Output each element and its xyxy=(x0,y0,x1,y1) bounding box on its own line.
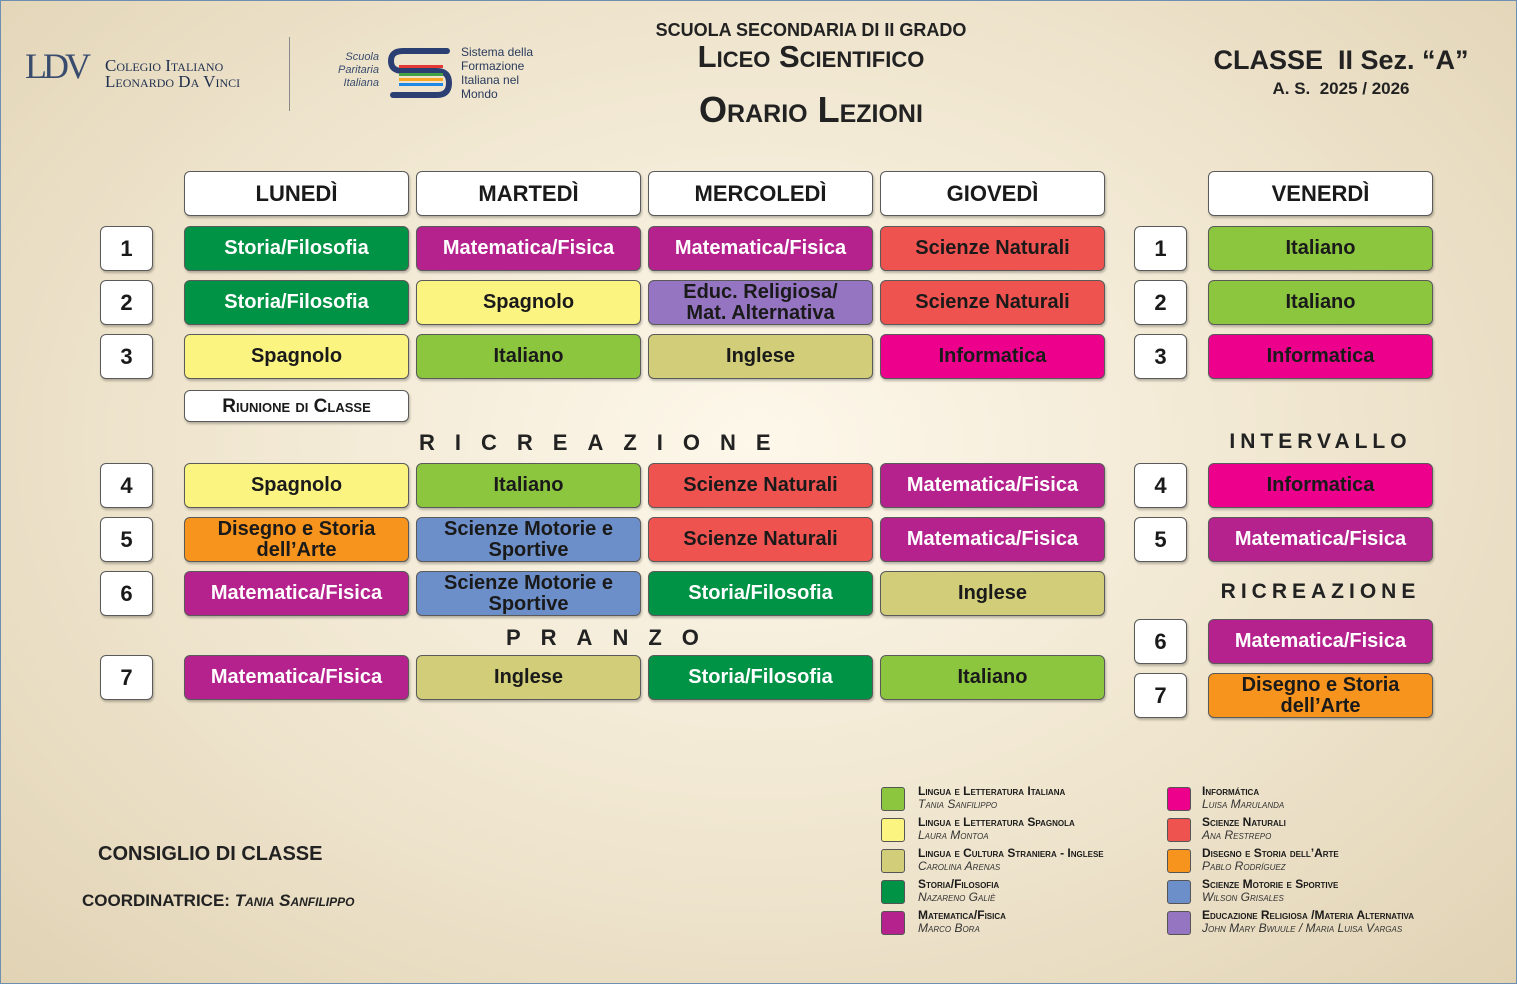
lesson-fri-3: Informatica xyxy=(1208,334,1433,379)
period-number: 6 xyxy=(100,571,153,616)
legend-swatch xyxy=(881,911,905,935)
legend-swatch xyxy=(1167,911,1191,935)
colegio-line-2: Leonardo Da Vinci xyxy=(105,72,241,91)
legend-swatch xyxy=(881,849,905,873)
legend-subject: Lingua e Cultura Straniera - Inglese xyxy=(918,846,1104,860)
lesson-tue-2: Spagnolo xyxy=(416,280,641,325)
break-intervallo: INTERVALLO xyxy=(1229,430,1412,453)
legend-subject: Informática xyxy=(1202,784,1260,798)
legend-swatch xyxy=(1167,849,1191,873)
day-header-mon: LUNEDÌ xyxy=(184,171,409,216)
legend-swatch xyxy=(1167,787,1191,811)
legend-swatch xyxy=(881,880,905,904)
lesson-mon-5: Disegno e Storia dell’Arte xyxy=(184,517,409,562)
legend-item xyxy=(918,909,1006,935)
legend-teacher: Tania Sanfilippo xyxy=(918,797,998,811)
legend-subject: Lingua e Letteratura Spagnola xyxy=(918,815,1075,829)
coordinatrice xyxy=(82,891,354,911)
lesson-tue-1: Matematica/Fisica xyxy=(416,226,641,271)
legend-item xyxy=(1202,847,1339,873)
lesson-fri-1: Italiano xyxy=(1208,226,1433,271)
legend-swatch xyxy=(881,787,905,811)
lesson-tue-3: Italiano xyxy=(416,334,641,379)
lesson-fri-5: Matematica/Fisica xyxy=(1208,517,1433,562)
legend-teacher: Marco Bora xyxy=(918,921,980,935)
period-number: 5 xyxy=(100,517,153,562)
school-year: A. S. 2025 / 2026 xyxy=(1272,79,1410,98)
class-label: CLASSE II Sez. “A” xyxy=(1213,45,1469,75)
legend-swatch xyxy=(1167,880,1191,904)
colegio-name xyxy=(105,58,240,90)
lesson-thu-6: Inglese xyxy=(880,571,1105,616)
legend-subject: Educazione Religiosa /Materia Alternativa xyxy=(1202,908,1415,922)
lesson-thu-2: Scienze Naturali xyxy=(880,280,1105,325)
lesson-thu-3: Informatica xyxy=(880,334,1105,379)
break-pranzo: PRANZO xyxy=(506,625,719,650)
sistema-label xyxy=(461,45,533,101)
period-number: 5 xyxy=(1134,517,1187,562)
schedule-title: Orario Lezioni xyxy=(699,89,923,130)
period-number: 2 xyxy=(100,280,153,325)
coordinatrice-label: COORDINATRICE: xyxy=(82,891,230,910)
sistema-line-4: Mondo xyxy=(461,87,498,101)
legend-teacher: Nazareno Galiè xyxy=(918,890,996,904)
legend-subject: Disegno e Storia dell’Arte xyxy=(1202,846,1339,860)
day-header-tue: MARTEDÌ xyxy=(416,171,641,216)
lesson-mon-2: Storia/Filosofia xyxy=(184,280,409,325)
lesson-fri-4: Informatica xyxy=(1208,463,1433,508)
period-number: 3 xyxy=(100,334,153,379)
lesson-thu-1: Scienze Naturali xyxy=(880,226,1105,271)
legend-teacher: John Mary Bwuule / Maria Luisa Vargas xyxy=(1202,921,1403,935)
legend-subject: Lingua e Letteratura Italiana xyxy=(918,784,1066,798)
period-number: 7 xyxy=(1134,673,1187,718)
break-ricreazione: RICREAZIONE xyxy=(419,430,791,455)
day-header-fri: VENERDÌ xyxy=(1208,171,1433,216)
lesson-mon-7: Matematica/Fisica xyxy=(184,655,409,700)
legend-item xyxy=(918,847,1104,873)
lesson-wed-2: Educ. Religiosa/ Mat. Alternativa xyxy=(648,280,873,325)
lesson-wed-3: Inglese xyxy=(648,334,873,379)
paritaria-line-1: Scuola xyxy=(345,51,379,63)
lesson-tue-6: Scienze Motorie e Sportive xyxy=(416,571,641,616)
legend-item xyxy=(1202,785,1284,811)
period-number: 3 xyxy=(1134,334,1187,379)
school-name: Liceo Scientifico xyxy=(697,39,925,74)
legend-teacher: Ana Restrepo xyxy=(1202,828,1272,842)
lesson-tue-7: Inglese xyxy=(416,655,641,700)
legend-swatch xyxy=(1167,818,1191,842)
legend-teacher: Wilson Grisales xyxy=(1202,890,1284,904)
lesson-mon-3: Spagnolo xyxy=(184,334,409,379)
lesson-wed-1: Matematica/Fisica xyxy=(648,226,873,271)
legend-item xyxy=(918,785,1065,811)
lesson-fri-2: Italiano xyxy=(1208,280,1433,325)
sistema-line-2: Formazione xyxy=(461,59,525,73)
period-number: 4 xyxy=(1134,463,1187,508)
day-header-wed: MERCOLEDÌ xyxy=(648,171,873,216)
period-number: 1 xyxy=(100,226,153,271)
lesson-fri-7: Disegno e Storia dell’Arte xyxy=(1208,673,1433,718)
legend-item xyxy=(918,878,999,904)
coordinatrice-name: Tania Sanfilippo xyxy=(234,891,355,910)
legend-teacher: Carolina Arenas xyxy=(918,859,1001,873)
lesson-wed-6: Storia/Filosofia xyxy=(648,571,873,616)
period-number: 7 xyxy=(100,655,153,700)
legend-teacher: Luisa Marulanda xyxy=(1202,797,1285,811)
lesson-mon-6: Matematica/Fisica xyxy=(184,571,409,616)
legend-item xyxy=(1202,909,1414,935)
legend-teacher: Pablo Rodríguez xyxy=(1202,859,1286,873)
lesson-wed-4: Scienze Naturali xyxy=(648,463,873,508)
lesson-mon-4: Spagnolo xyxy=(184,463,409,508)
sistema-line-1: Sistema della xyxy=(461,45,534,59)
lesson-wed-5: Scienze Naturali xyxy=(648,517,873,562)
header-divider xyxy=(289,37,290,111)
paritaria-label xyxy=(319,51,379,90)
legend-item xyxy=(918,816,1075,842)
consiglio-title: CONSIGLIO DI CLASSE xyxy=(98,843,323,865)
legend-subject: Scienze Naturali xyxy=(1202,815,1286,829)
paritaria-line-2: Paritaria xyxy=(338,64,379,76)
school-level: SCUOLA SECONDARIA DI II GRADO xyxy=(655,20,967,40)
lesson-thu-5: Matematica/Fisica xyxy=(880,517,1105,562)
lesson-tue-5: Scienze Motorie e Sportive xyxy=(416,517,641,562)
period-number: 1 xyxy=(1134,226,1187,271)
sistema-line-3: Italiana nel xyxy=(461,73,520,87)
riunione-di-classe: Riunione di Classe xyxy=(184,390,409,422)
legend-subject: Storia/Filosofia xyxy=(918,877,1000,891)
day-header-thu: GIOVEDÌ xyxy=(880,171,1105,216)
ldv-logo: LDV xyxy=(25,46,87,86)
legend-subject: Scienze Motorie e Sportive xyxy=(1202,877,1339,891)
lesson-fri-6: Matematica/Fisica xyxy=(1208,619,1433,664)
break-ricreazione-fri: RICREAZIONE xyxy=(1220,580,1421,603)
period-number: 2 xyxy=(1134,280,1187,325)
sistema-logo-icon xyxy=(385,45,455,101)
legend-subject: Matematica/Fisica xyxy=(918,908,1006,922)
legend-teacher: Laura Montoa xyxy=(918,828,989,842)
paritaria-line-3: Italiana xyxy=(343,77,379,89)
legend-item xyxy=(1202,878,1338,904)
lesson-thu-7: Italiano xyxy=(880,655,1105,700)
lesson-wed-7: Storia/Filosofia xyxy=(648,655,873,700)
lesson-mon-1: Storia/Filosofia xyxy=(184,226,409,271)
period-number: 6 xyxy=(1134,619,1187,664)
lesson-thu-4: Matematica/Fisica xyxy=(880,463,1105,508)
legend-item xyxy=(1202,816,1286,842)
legend-swatch xyxy=(881,818,905,842)
lesson-tue-4: Italiano xyxy=(416,463,641,508)
period-number: 4 xyxy=(100,463,153,508)
colegio-line-1: Colegio Italiano xyxy=(105,56,224,75)
